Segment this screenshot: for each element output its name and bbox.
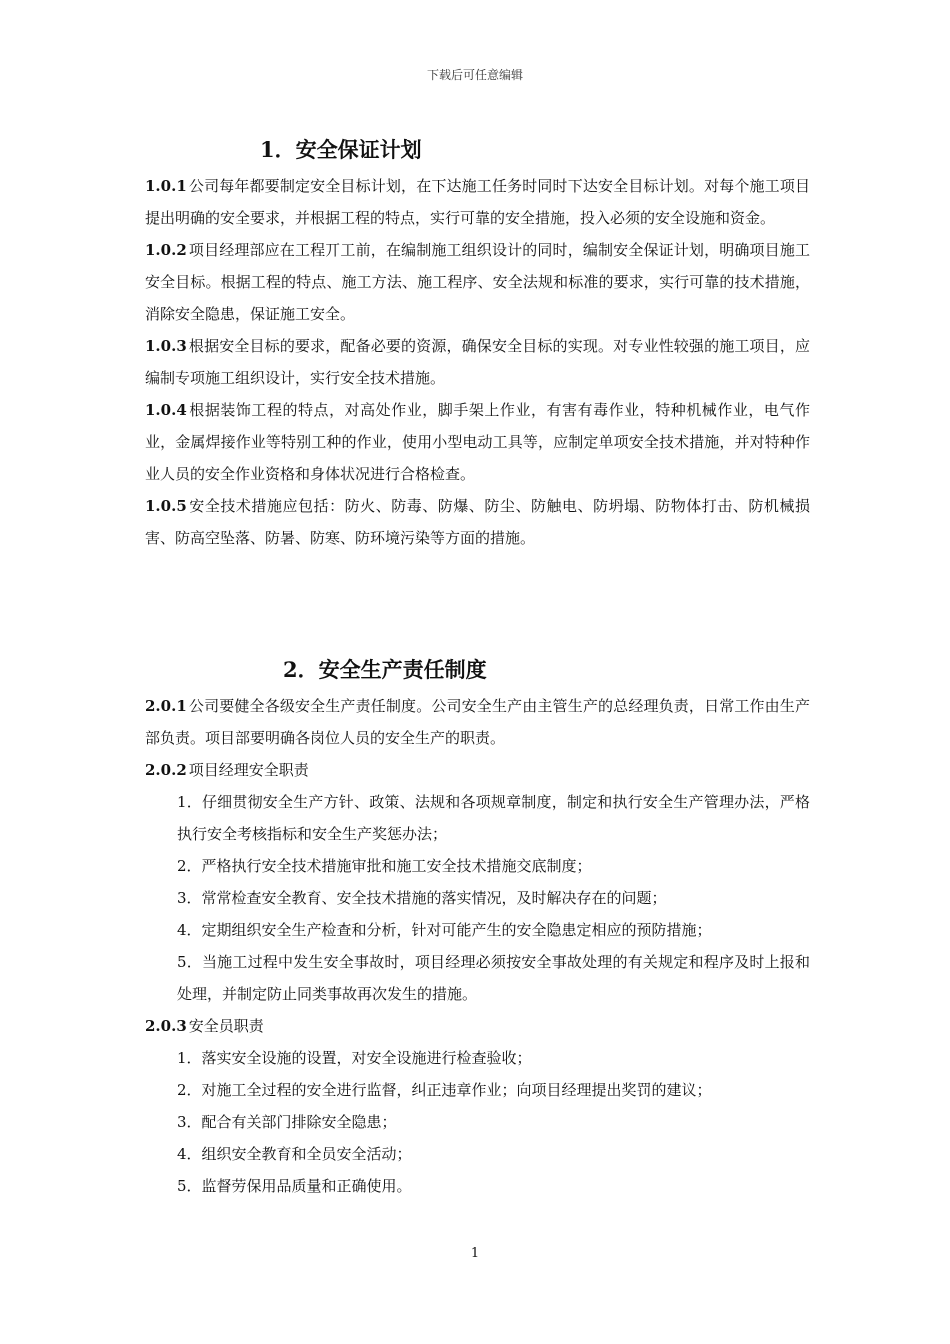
- paragraph-1-0-5: 1.0.5 安全技术措施应包括：防火、防毒、防爆、防尘、防触电、防坍塌、防物体打击、防机械损害、防高空坠落、防暑、防寒、防环境污染等方面的措施。: [145, 497, 810, 547]
- list-item: 4．定期组织安全生产检查和分析，针对可能产生的安全隐患定相应的预防措施；: [177, 921, 712, 939]
- paragraph-1-0-4: 1.0.4 根据装饰工程的特点，对高处作业，脚手架上作业，有害有毒作业，特种机械作业，电气作业，金属焊接作业等特别工种的作业，使用小型电动工具等，应制定单项安全技术措施，并对特种作业人员的安全作业资格和身体状况进行合格检查。: [145, 401, 810, 483]
- paragraph-1-0-1: 1.0.1 公司每年都要制定安全目标计划，在下达施工任务时同时下达安全目标计划。对每个施工项目提出明确的安全要求，并根据工程的特点，实行可靠的安全措施，投入必须的安全设施和资金。: [145, 177, 810, 227]
- page-number: 1: [470, 1246, 480, 1261]
- section-safety-plan: [145, 130, 810, 554]
- list-item: 2．对施工全过程的安全进行监督，纠正违章作业；向项目经理提出奖罚的建议；: [177, 1081, 712, 1099]
- page-header: 下载后可任意编辑: [426, 68, 523, 82]
- paragraph-2-0-3: 2.0.3 安全员职责: [145, 1017, 264, 1035]
- section-title: 1．安全保证计划: [260, 137, 422, 162]
- list-item: 5．当施工过程中发生安全事故时，项目经理必须按安全事故处理的有关规定和程序及时上报和处理，并制定防止同类事故再次发生的措施。: [177, 953, 810, 1003]
- list-item: 5．监督劳保用品质量和正确使用。: [177, 1177, 412, 1195]
- list-item: 1．落实安全设施的设置，对安全设施进行检查验收；: [177, 1049, 532, 1067]
- paragraph-2-0-2: 2.0.2 项目经理安全职责: [145, 761, 309, 779]
- paragraph-1-0-2: 1.0.2 项目经理部应在工程丌工前，在编制施工组织设计的同时，编制安全保证计划，明确项目施工安全目标。根据工程的特点、施工方法、施工程序、安全法规和标准的要求，实行可靠的技术措施，消除安全隐患，保证施工安全。: [145, 241, 810, 323]
- section-responsibility: [145, 650, 810, 1202]
- list-item: 1．仔细贯彻安全生产方针、政策、法规和各项规章制度，制定和执行安全生产管理办法，严格执行安全考核指标和安全生产奖惩办法；: [177, 793, 810, 843]
- list-item: 2．严格执行安全技术措施审批和施工安全技术措施交底制度；: [177, 857, 592, 875]
- list-item: 3．配合有关部门排除安全隐患；: [177, 1113, 397, 1131]
- paragraph-1-0-3: 1.0.3 根据安全目标的要求，配备必要的资源，确保安全目标的实现。对专业性较强的施工项目，应编制专项施工组织设计，实行安全技术措施。: [145, 337, 810, 387]
- section-title: 2．安全生产责任制度: [283, 657, 487, 682]
- list-item: 4．组织安全教育和全员安全活动；: [177, 1145, 412, 1163]
- list-item: 3．常常检查安全教育、安全技术措施的落实情况，及时解决存在的问题；: [177, 889, 667, 907]
- paragraph-2-0-1: 2.0.1 公司要健全各级安全生产责任制度。公司安全生产由主管生产的总经理负责，日常工作由生产部负责。项目部要明确各岗位人员的安全生产的职责。: [145, 697, 810, 747]
